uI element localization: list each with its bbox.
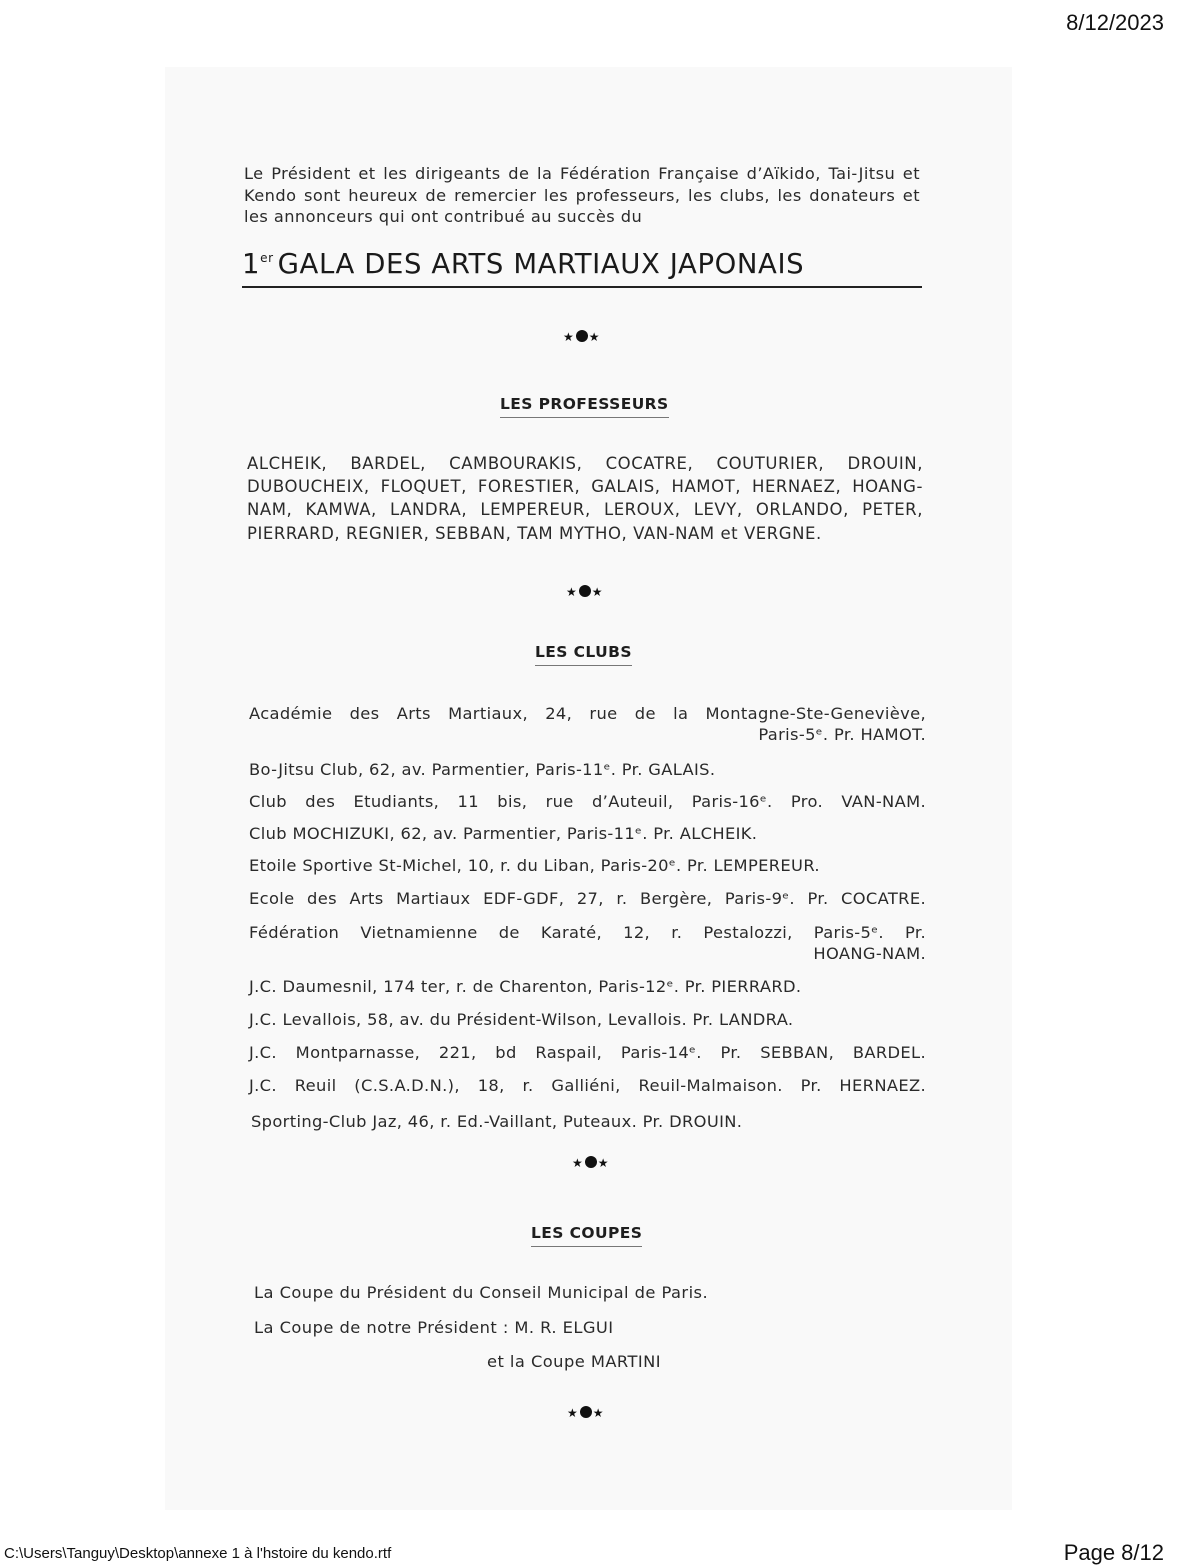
- dot-icon: [585, 1156, 597, 1168]
- club-entry-line: HOANG-NAM.: [813, 944, 926, 963]
- club-entry: [249, 922, 926, 964]
- star-icon: ★: [563, 330, 575, 344]
- club-entry-line: Fédération Vietnamienne de Karaté, 12, r. Pestalozzi, Paris-5ᵉ. Pr.: [249, 923, 926, 942]
- club-entry: [249, 823, 926, 844]
- file-path: C:\Users\Tanguy\Desktop\annexe 1 à l'hstoire du kendo.rtf: [4, 1545, 392, 1562]
- coupe-line: et la Coupe MARTINI: [487, 1352, 662, 1371]
- gala-title-number: 1: [242, 248, 261, 280]
- club-entry-line: J.C. Levallois, 58, av. du Président-Wilson, Levallois. Pr. LANDRA.: [249, 1010, 794, 1029]
- club-entry: [249, 703, 926, 745]
- gala-title: [242, 248, 922, 288]
- club-entry-line: Club MOCHIZUKI, 62, av. Parmentier, Paris-11ᵉ. Pr. ALCHEIK.: [249, 824, 758, 843]
- club-entry: [249, 888, 926, 909]
- club-entry: [249, 1042, 926, 1063]
- club-entry-line: Ecole des Arts Martiaux EDF-GDF, 27, r. Bergère, Paris-9ᵉ. Pr. COCATRE.: [249, 889, 926, 908]
- club-entry-line: Etoile Sportive St-Michel, 10, r. du Liban, Paris-20ᵉ. Pr. LEMPEREUR.: [249, 856, 820, 875]
- club-entry-line: Paris-5ᵉ. Pr. HAMOT.: [758, 725, 926, 744]
- ornament-divider: [567, 1406, 605, 1420]
- club-entry: [249, 1009, 926, 1030]
- club-entry: [249, 791, 926, 812]
- club-entry-line: J.C. Reuil (C.S.A.D.N.), 18, r. Galliéni, Reuil-Malmaison. Pr. HERNAEZ.: [249, 1076, 926, 1095]
- star-icon: ★: [588, 330, 601, 344]
- intro-paragraph: Le Président et les dirigeants de la Fédération Française d’Aïkido, Tai-Jitsu et Kendo sont heureux de remercier les professeurs, les clubs, les donateurs et les annonceurs qui ont contribué au succès du: [244, 164, 920, 226]
- club-entry: [249, 1075, 926, 1096]
- club-entry: [249, 759, 926, 780]
- page-number: Page 8/12: [1063, 1540, 1164, 1565]
- club-entry: [249, 976, 926, 997]
- club-entry-line: Bo-Jitsu Club, 62, av. Parmentier, Paris-11ᵉ. Pr. GALAIS.: [249, 760, 716, 779]
- club-entry-line: Club des Etudiants, 11 bis, rue d’Auteuil, Paris-16ᵉ. Pro. VAN-NAM.: [249, 792, 926, 811]
- professeurs-list: ALCHEIK, BARDEL, CAMBOURAKIS, COCATRE, COUTURIER, DROUIN, DUBOUCHEIX, FLOQUET, FORESTIER, GALAIS, HAMOT, HERNAEZ, HOANG-NAM, KAMWA, LANDRA, LEMPEREUR, LEROUX, LEVY, ORLANDO, PETER, PIERRARD, REGNIER, SEBBAN, TAM MYTHO, VAN-NAM et VERGNE.: [247, 454, 923, 543]
- dot-icon: [579, 585, 591, 597]
- star-icon: ★: [572, 1156, 584, 1170]
- ornament-divider: [566, 585, 604, 599]
- gala-title-text: GALA DES ARTS MARTIAUX JAPONAIS: [277, 248, 805, 280]
- gala-title-superscript: er: [260, 251, 274, 265]
- club-entry-line: J.C. Daumesnil, 174 ter, r. de Charenton, Paris-12ᵉ. Pr. PIERRARD.: [249, 977, 802, 996]
- coupe-line: La Coupe du Président du Conseil Municipal de Paris.: [254, 1283, 709, 1302]
- section-heading-professeurs: LES PROFESSEURS: [500, 395, 669, 418]
- star-icon: ★: [591, 585, 604, 599]
- dot-icon: [580, 1406, 592, 1418]
- club-entry: [249, 855, 926, 876]
- ornament-divider: [563, 330, 601, 344]
- section-heading-coupes: LES COUPES: [531, 1224, 642, 1247]
- club-entry-line: Sporting-Club Jaz, 46, r. Ed.-Vaillant, Puteaux. Pr. DROUIN.: [251, 1112, 743, 1131]
- star-icon: ★: [597, 1156, 610, 1170]
- star-icon: ★: [592, 1406, 605, 1420]
- star-icon: ★: [567, 1406, 579, 1420]
- section-heading-clubs: LES CLUBS: [535, 643, 632, 666]
- club-entry-line: J.C. Montparnasse, 221, bd Raspail, Paris-14ᵉ. Pr. SEBBAN, BARDEL.: [249, 1043, 926, 1062]
- dot-icon: [576, 330, 588, 342]
- club-entry: [251, 1111, 928, 1132]
- club-entry-line: Académie des Arts Martiaux, 24, rue de la Montagne-Ste-Geneviève,: [249, 704, 926, 723]
- ornament-divider: [572, 1156, 610, 1170]
- coupe-line: La Coupe de notre Président : M. R. ELGUI: [254, 1318, 614, 1337]
- print-date: 8/12/2023: [1066, 10, 1164, 35]
- star-icon: ★: [566, 585, 578, 599]
